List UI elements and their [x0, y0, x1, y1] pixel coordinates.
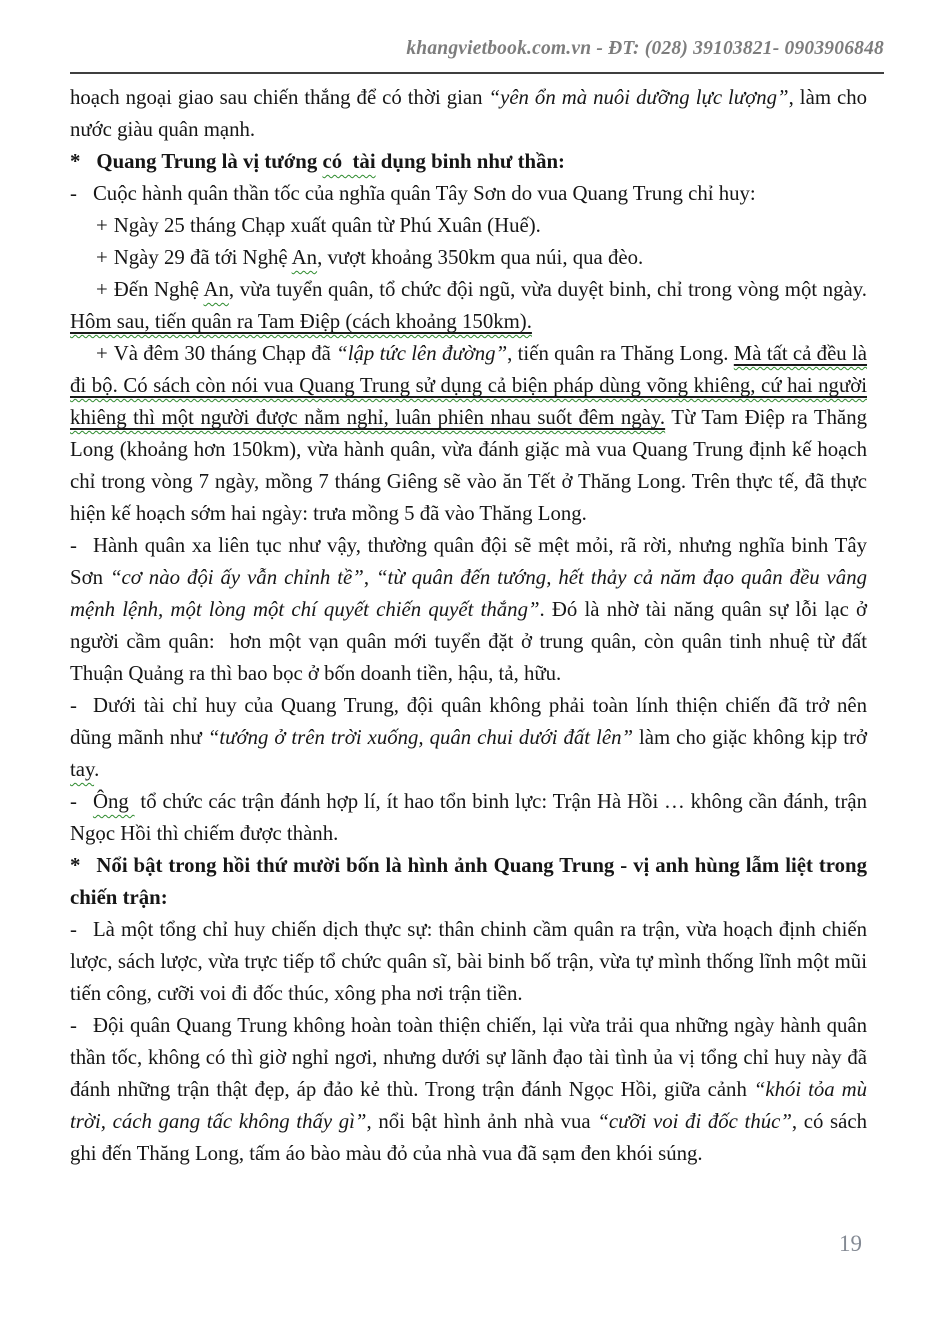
text-segment: “yên ổn mà nuôi dưỡng lực lượng” [488, 86, 789, 109]
list-marker: * [70, 150, 81, 173]
text-segment: có tài [322, 150, 376, 173]
text-segment: tổ chức các trận đánh hợp lí, ít hao tổn binh lực: Trận Hà Hồi … không cần đánh, trận Ngọc Hồi thì chiếm được thành. [70, 790, 868, 845]
text-segment: . Đó là nhờ tài năng quân sự lỗi lạc ở người cầm quân: hơn một vạn quân mới tuyển đặt ở trung quân, còn quân tinh nhuệ từ đất Thuận Quảng ra thì bao bọc ở bốn doanh tiền, hậu, tả, hữu. [70, 598, 867, 685]
text-segment: Và đêm 30 tháng Chạp đã [113, 342, 337, 365]
header-divider [70, 72, 884, 74]
list-marker: + [96, 246, 108, 269]
text-segment: Ngày 25 tháng Chạp xuất quân từ Phú Xuân (Huế). [113, 214, 541, 237]
text-segment: Hành quân xa liên tục như vậy, thường quân đội sẽ mệt mỏi, rã rời, nhưng nghĩa binh Tây Sơn [70, 534, 867, 589]
paragraph [70, 274, 867, 338]
text-segment: dụng binh như thần: [375, 150, 565, 173]
paragraph [70, 178, 867, 210]
text-segment: Hôm sau, tiến quân ra Tam Điệp (cách khoảng 150km). [70, 310, 532, 333]
text-segment: , [363, 566, 376, 589]
paragraph [70, 914, 867, 1010]
paragraph [70, 530, 867, 690]
list-marker: - [70, 534, 77, 557]
text-segment: “khói tỏa mù trời, cách gang tấc không thấy gì” [70, 1078, 867, 1133]
underlined-text [70, 310, 532, 333]
paragraph [70, 146, 867, 178]
text-segment: “tướng ở trên trời xuống, quân chui dưới đất lên” [207, 726, 634, 749]
text-segment: An [291, 246, 318, 269]
text-segment: , nổi bật hình ảnh nhà vua [366, 1110, 598, 1133]
text-segment: tay [70, 758, 95, 781]
paragraph [70, 786, 867, 850]
text-segment: , tiến quân ra Thăng Long. [507, 342, 734, 365]
text-segment: Dưới tài chỉ huy của Quang Trung, đội quân không phải toàn lính thiện chiến đã trở nên dũng mãnh như [70, 694, 867, 749]
text-segment: , vừa tuyển quân, tổ chức đội ngũ, vừa duyệt binh, chỉ trong vòng một ngày. [228, 278, 868, 301]
text-segment: Ông [92, 790, 135, 813]
page-header-text: khangvietbook.com.vn - ĐT: (028) 39103821- 0903906848 [406, 38, 884, 59]
paragraph [70, 850, 867, 914]
list-marker: - [70, 918, 77, 941]
text-segment: An [203, 278, 229, 301]
text-segment: Là một tổng chỉ huy chiến dịch thực sự: thân chinh cầm quân ra trận, vừa hoạch định chiến lược, sách lược, vừa trực tiếp tổ chức quân sĩ, bài binh bố trận, vừa tự mình thống lĩnh một mũi tiến công, cưỡi voi đi đốc thúc, xông pha nơi trận tiền. [70, 918, 867, 1005]
text-segment: “cưỡi voi đi đốc thúc” [597, 1110, 792, 1133]
text-segment: “lập tức lên đường” [336, 342, 508, 365]
text-segment: Cuộc hành quân thần tốc của nghĩa quân Tây Sơn do vua Quang Trung chỉ huy: [92, 182, 756, 205]
text-segment: Ngày 29 đã tới Nghệ [113, 246, 292, 269]
text-segment: Mà tất cả đều là đi bộ. Có sách còn nói vua Quang Trung sử dụng cả biện pháp dùng võng khiêng, cứ hai người khiêng thì một người được nằm nghỉ, luân phiên nhau suốt đêm ngày. [70, 342, 868, 429]
paragraph [70, 338, 867, 530]
paragraph [70, 82, 867, 146]
text-segment: Từ Tam Điệp ra Thăng Long (khoảng hơn 150km), vừa hành quân, vừa đánh giặc mà vua Quang Trung định kế hoạch chỉ trong vòng 7 ngày, mồng 7 tháng Giêng sẽ vào ăn Tết ở Thăng Long. Trên thực tế, đã thực hiện kế hoạch sớm hai ngày: trưa mồng 5 đã vào Thăng Long. [70, 406, 867, 525]
text-segment: “cơ nào đội ấy vẫn chỉnh tề” [109, 566, 364, 589]
paragraph [70, 210, 867, 242]
text-segment: . [94, 758, 100, 781]
paragraph [70, 1010, 867, 1170]
list-marker: - [70, 694, 77, 717]
list-marker: - [70, 1014, 77, 1037]
paragraph [70, 690, 867, 786]
text-segment: , vượt khoảng 350km qua núi, qua đèo. [317, 246, 644, 269]
text-segment: hoạch ngoại giao sau chiến thắng để có thời gian [70, 86, 489, 109]
text-segment: Đến Nghệ [113, 278, 204, 301]
text-segment: làm cho giặc không kịp trở [633, 726, 867, 749]
text-segment: Đội quân Quang Trung không hoàn toàn thiện chiến, lại vừa trải qua những ngày hành quân thần tốc, không có thì giờ nghỉ ngơi, nhưng dưới sự lãnh đạo tài tình ủa vị tổng chỉ huy này đã đánh những trận thật đẹp, áp đảo kẻ thù. Trong trận đánh Ngọc Hồi, giữa cảnh [70, 1014, 867, 1101]
list-marker: + [96, 214, 108, 237]
text-segment: , có sách ghi đến Thăng Long, tấm áo bào màu đỏ của nhà vua đã sạm đen khói súng. [70, 1110, 868, 1165]
list-marker: - [70, 182, 77, 205]
text-segment: Nổi bật trong hồi thứ mười bốn là hình ảnh Quang Trung - vị anh hùng lẫm liệt trong chiến trận: [70, 854, 867, 909]
paragraph [70, 242, 867, 274]
list-marker: * [70, 854, 81, 877]
text-segment: , làm cho nước giàu quân mạnh. [70, 86, 868, 141]
list-marker: + [96, 342, 108, 365]
text-segment: Quang Trung là vị tướng [96, 150, 323, 173]
text-segment: “từ quân đến tướng, hết thảy cả năm đạo quân đều vâng mệnh lệnh, một lòng một chí quyết chiến quyết thắng” [70, 566, 867, 621]
list-marker: - [70, 790, 77, 813]
page-body [70, 82, 867, 1170]
page-number: 19 [839, 1231, 862, 1256]
list-marker: + [96, 278, 108, 301]
